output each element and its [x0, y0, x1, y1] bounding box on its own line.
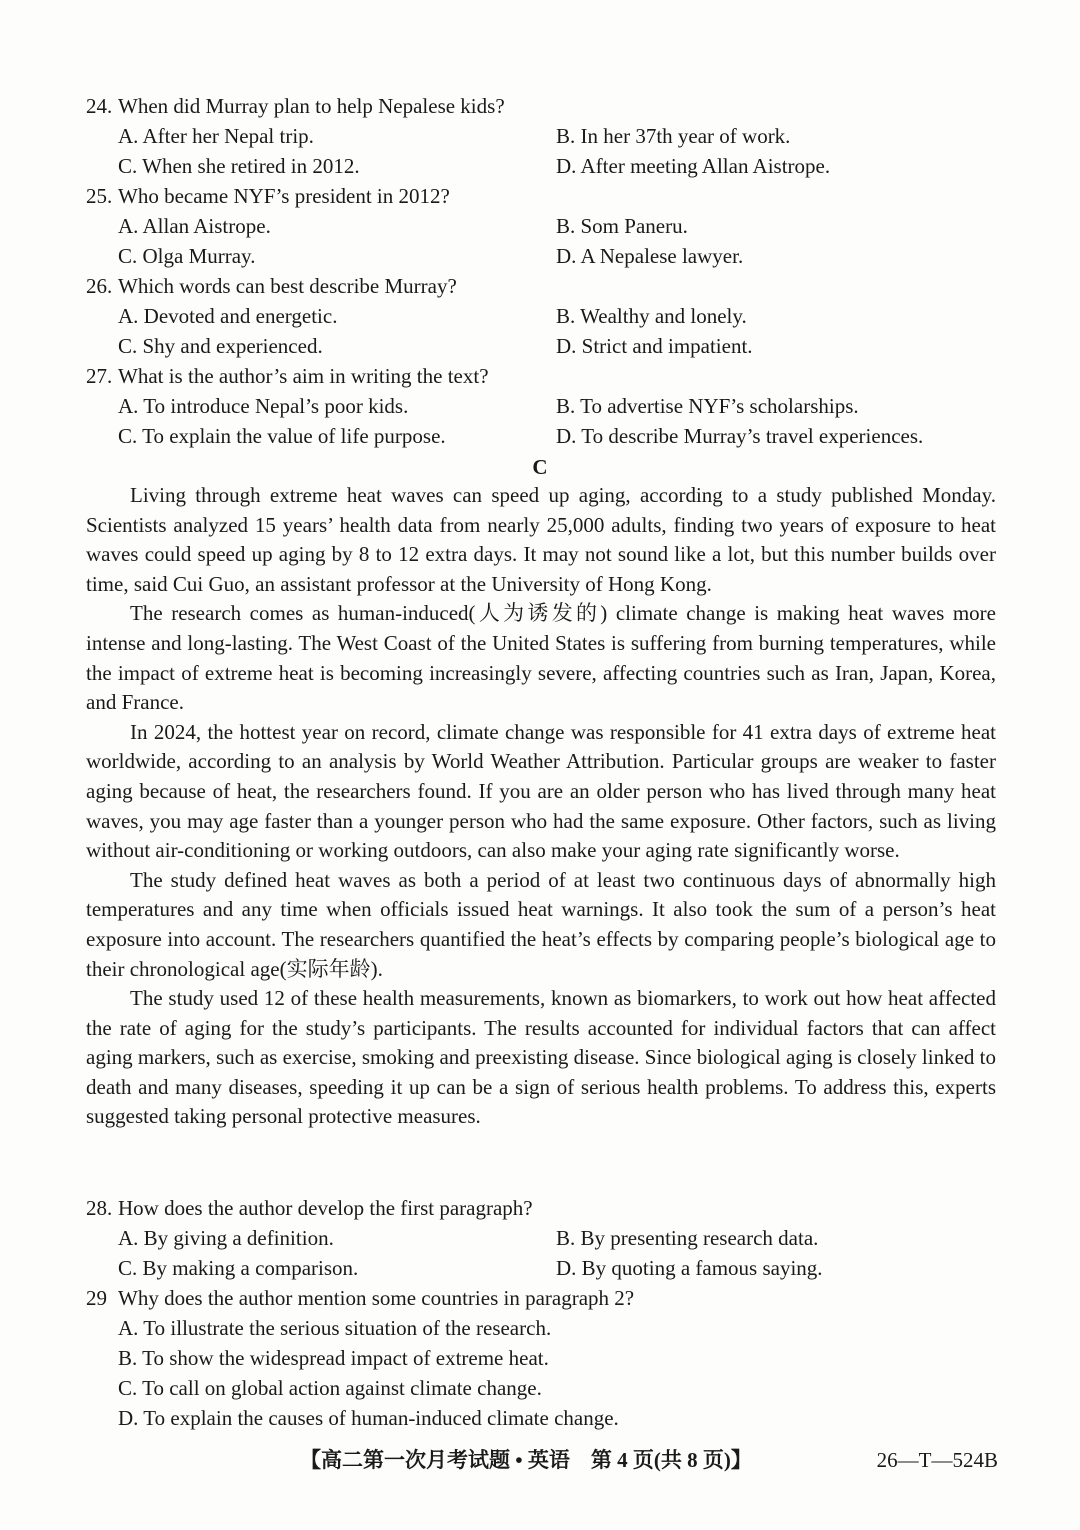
question-text: What is the author’s aim in writing the text? — [118, 364, 489, 388]
option-a: A. After her Nepal trip. — [118, 124, 314, 148]
passage-paragraph-1: Living through extreme heat waves can speed up aging, according to a study published Monday. Scientists analyzed 15 years’ health data from nearly 25,000 adults, finding two years of exposure to heat waves could speed up aging by 8 to 12 extra days. It may not sound like a lot, but this number builds over time, said Cui Guo, an assistant professor at the University of Hong Kong. — [86, 483, 996, 596]
option-a: A. Devoted and energetic. — [118, 304, 338, 328]
question-26-options-row-1 — [86, 301, 1001, 331]
question-27-stem — [86, 361, 1001, 391]
option-a: A. To introduce Nepal’s poor kids. — [118, 394, 409, 418]
footer-code: 26—T—524B — [876, 1448, 998, 1472]
option-b: B. To advertise NYF’s scholarships. — [556, 394, 859, 418]
question-number: 28. — [86, 1196, 113, 1220]
option-d: D. To explain the causes of human-induced climate change. — [118, 1406, 619, 1430]
question-number: 25. — [86, 184, 113, 208]
questions-28-29 — [86, 1193, 1001, 1433]
option-c: C. To call on global action against climate change. — [118, 1376, 542, 1400]
question-number: 29 — [86, 1286, 107, 1310]
option-a: A. To illustrate the serious situation of the research. — [118, 1316, 552, 1340]
passage-paragraph-3: In 2024, the hottest year on record, climate change was responsible for 41 extra days of extreme heat worldwide, according to an analysis by World Weather Attribution. Particular groups are weaker to faster aging because of heat, the researchers found. If you are an older person who has lived through many heat waves, you may age faster than a younger person who had the same exposure. Other factors, such as living without air-conditioning or working outdoors, can also make your aging rate significantly worse. — [86, 719, 996, 863]
question-26-options-row-2 — [86, 331, 1001, 361]
question-27-options-row-2 — [86, 421, 1001, 451]
option-d: D. Strict and impatient. — [556, 334, 753, 358]
section-letter: C — [532, 455, 548, 479]
question-24-options-row-1 — [86, 121, 1001, 151]
question-29-option-b — [86, 1343, 1001, 1373]
passage-paragraph-4: The study defined heat waves as both a period of at least two continuous days of abnormally high temperatures and any time when officials issued heat warnings. It also took the sum of a person’s heat exposure into account. The researchers quantified the heat’s effects by comparing people’s biological age to their chronological age(实际年龄). — [86, 867, 996, 981]
question-29-stem — [86, 1283, 1001, 1313]
question-28-options-row-1 — [86, 1223, 1001, 1253]
question-text: How does the author develop the first paragraph? — [118, 1196, 533, 1220]
option-b: B. Som Paneru. — [556, 214, 688, 238]
option-b: B. By presenting research data. — [556, 1226, 819, 1250]
question-29-option-d — [86, 1403, 1001, 1433]
question-29-option-c — [86, 1373, 1001, 1403]
passage-paragraph-2: The research comes as human-induced(人为诱发的) climate change is making heat waves more intense and long-lasting. The West Coast of the United States is suffering from burning temperatures, while the impact of extreme heat is becoming increasingly severe, affecting countries such as Iran, Japan, Korea, and France. — [86, 601, 996, 715]
option-b: B. In her 37th year of work. — [556, 124, 791, 148]
passage-paragraph-5: The study used 12 of these health measurements, known as biomarkers, to work out how heat affected the rate of aging for the study’s participants. The results accounted for individual factors that can affect aging markers, such as exercise, smoking and preexisting disease. Since biological aging is closely linked to death and many diseases, speeding it up can be a sign of serious health problems. To address this, experts suggested taking personal protective measures. — [86, 986, 996, 1129]
option-c: C. By making a comparison. — [118, 1256, 359, 1280]
footer-title: 【高二第一次月考试题 • 英语 第 4 页(共 8 页)】 — [300, 1448, 752, 1472]
question-25-options-row-2 — [86, 241, 1001, 271]
option-c: C. When she retired in 2012. — [118, 154, 360, 178]
option-c: C. To explain the value of life purpose. — [118, 424, 446, 448]
question-24-options-row-2 — [86, 151, 1001, 181]
question-number: 27. — [86, 364, 113, 388]
question-text: Why does the author mention some countries in paragraph 2? — [118, 1286, 635, 1310]
option-a: A. By giving a definition. — [118, 1226, 334, 1250]
page-footer — [0, 1443, 1080, 1477]
option-d: D. By quoting a famous saying. — [556, 1256, 823, 1280]
question-29-option-a — [86, 1313, 1001, 1343]
question-24-stem — [86, 91, 1001, 121]
question-27-options-row-1 — [86, 391, 1001, 421]
option-c: C. Shy and experienced. — [118, 334, 323, 358]
question-text: Which words can best describe Murray? — [118, 274, 457, 298]
option-b: B. Wealthy and lonely. — [556, 304, 747, 328]
question-number: 26. — [86, 274, 113, 298]
question-25-stem — [86, 181, 1001, 211]
question-number: 24. — [86, 94, 113, 118]
option-b: B. To show the widespread impact of extreme heat. — [118, 1346, 549, 1370]
option-d: D. After meeting Allan Aistrope. — [556, 154, 831, 178]
question-28-options-row-2 — [86, 1253, 1001, 1283]
option-a: A. Allan Aistrope. — [118, 214, 271, 238]
questions-24-27 — [86, 91, 1001, 451]
option-d: D. A Nepalese lawyer. — [556, 244, 744, 268]
question-text: When did Murray plan to help Nepalese kids? — [118, 94, 505, 118]
question-text: Who became NYF’s president in 2012? — [118, 184, 450, 208]
option-d: D. To describe Murray’s travel experiences. — [556, 424, 924, 448]
question-28-stem — [86, 1193, 1001, 1223]
question-26-stem — [86, 271, 1001, 301]
reading-passage — [86, 481, 996, 1132]
question-25-options-row-1 — [86, 211, 1001, 241]
option-c: C. Olga Murray. — [118, 244, 256, 268]
